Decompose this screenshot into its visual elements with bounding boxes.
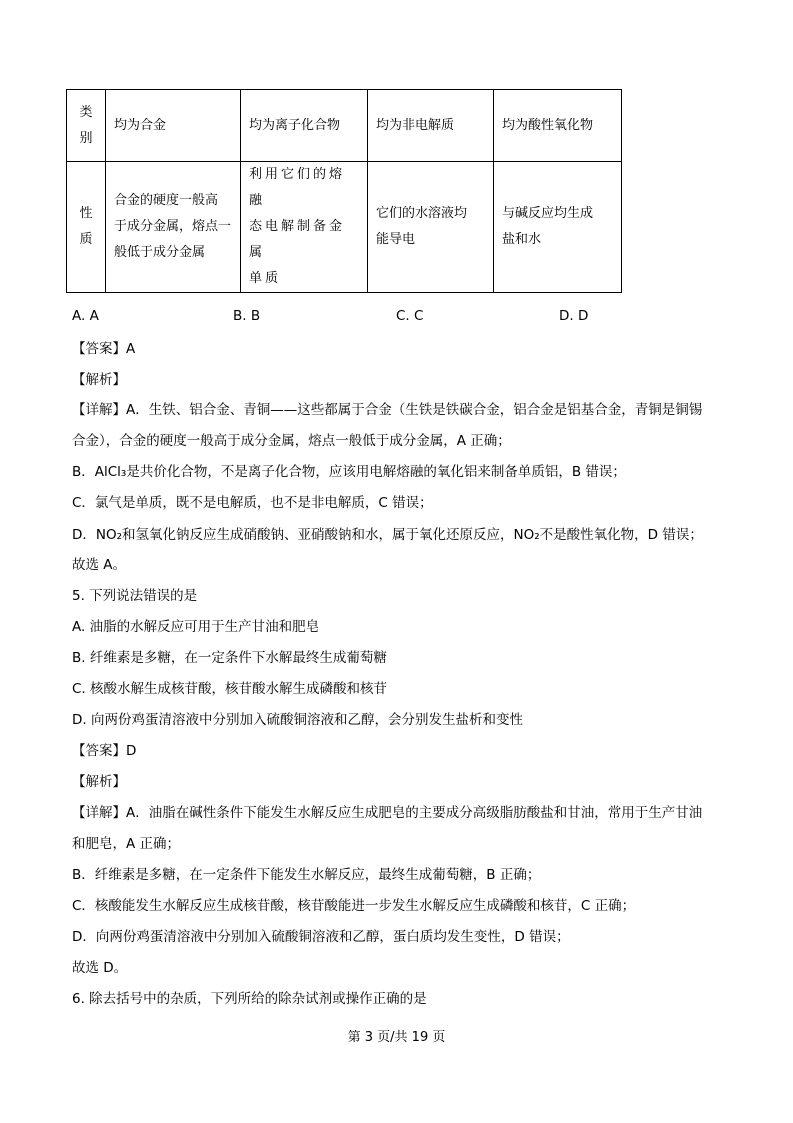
q5-analysis-label: 【解析】 (72, 774, 126, 790)
property-line: 盐和水 (502, 232, 542, 247)
q4-option-c: C. C (396, 308, 424, 324)
property-table (66, 89, 622, 293)
property-cell (368, 162, 494, 293)
category-header-cell (67, 90, 106, 162)
property-line: 于成分金属，熔点一 (114, 219, 232, 234)
q4-answer: 【答案】A (72, 341, 136, 357)
category-cell: 均为离子化合物 (241, 90, 368, 162)
property-line: 能导电 (376, 232, 416, 247)
q4-option-b: B. B (233, 308, 261, 324)
q6-stem: 6. 除去括号中的杂质，下列所给的除杂试剂或操作正确的是 (72, 991, 427, 1007)
q4-options (0, 308, 793, 328)
table-header-row (67, 90, 622, 162)
q5-explanation-line: 故选 D。 (72, 960, 128, 976)
q4-option-a: A. A (72, 308, 99, 324)
category-header-char: 类 (79, 104, 93, 120)
q4-explanation-line: 故选 A。 (72, 557, 127, 573)
property-cell (494, 162, 622, 293)
q4-option-d: D. D (559, 308, 589, 324)
q5-option: D. 向两份鸡蛋清溶液中分别加入硫酸铜溶液和乙醇，会分别发生盐析和变性 (72, 712, 523, 728)
property-line: 单质 (249, 271, 282, 286)
property-line: 合金的硬度一般高 (114, 193, 219, 208)
q5-option: B. 纤维素是多糖，在一定条件下水解最终生成葡萄糖 (72, 650, 387, 666)
q5-stem: 5. 下列说法错误的是 (72, 588, 198, 604)
q5-explanation-line: 和肥皂，A 正确； (72, 836, 181, 852)
q5-option: C. 核酸水解生成核苷酸，核苷酸水解生成磷酸和核苷 (72, 681, 388, 697)
q5-explanation-line: 【详解】A．油脂在碱性条件下能发生水解反应生成肥皂的主要成分高级脂肪酸盐和甘油，常用于生产甘油 (72, 805, 703, 821)
table-property-row (67, 162, 622, 293)
property-line: 利用它们的熔融 (249, 167, 346, 208)
property-header-char: 质 (79, 232, 93, 247)
q4-explanation-line: 合金），合金的硬度一般高于成分金属，熔点一般低于成分金属，A 正确； (72, 433, 511, 449)
q5-option: A. 油脂的水解反应可用于生产甘油和肥皂 (72, 619, 320, 635)
property-cell (106, 162, 241, 293)
property-line: 与碱反应均生成 (502, 206, 594, 221)
property-cell (241, 162, 368, 293)
q4-explanation-line: C．氯气是单质，既不是电解质，也不是非电解质，C 错误； (72, 495, 433, 511)
q5-explanation-line: D．向两份鸡蛋清溶液中分别加入硫酸铜溶液和乙醇，蛋白质均发生变性，D 错误； (72, 929, 570, 945)
property-header-char: 性 (79, 206, 93, 221)
q5-explanation-line: B．纤维素是多糖，在一定条件下能发生水解反应，最终生成葡萄糖，B 正确； (72, 867, 541, 883)
property-line: 般低于成分金属 (114, 245, 206, 260)
category-cell: 均为非电解质 (368, 90, 494, 162)
q4-explanation-line: B．AlCl₃是共价化合物，不是离子化合物，应该用电解熔融的氧化铝来制备单质铝，B 错误； (72, 464, 626, 480)
category-header-char: 别 (79, 130, 93, 146)
category-cell: 均为酸性氧化物 (494, 90, 622, 162)
property-header-cell (67, 162, 106, 293)
q4-analysis-label: 【解析】 (72, 372, 126, 388)
q5-answer: 【答案】D (72, 743, 137, 759)
category-cell: 均为合金 (106, 90, 241, 162)
q4-explanation-line: D．NO₂和氢氧化钠反应生成硝酸钠、亚硝酸钠和水，属于氧化还原反应，NO₂不是酸性氧化物，D 错误； (72, 527, 703, 543)
property-line: 它们的水溶液均 (376, 206, 468, 221)
page-footer: 第 3 页/共 19 页 (347, 1030, 446, 1045)
q5-explanation-line: C．核酸能发生水解反应生成核苷酸，核苷酸能进一步发生水解反应生成磷酸和核苷，C 正确； (72, 898, 636, 914)
property-line: 态电解制备金属 (249, 219, 346, 260)
q4-explanation-line: 【详解】A．生铁、铝合金、青铜——这些都属于合金（生铁是铁碳合金，铝合金是铝基合金，青铜是铜锡 (72, 402, 703, 418)
